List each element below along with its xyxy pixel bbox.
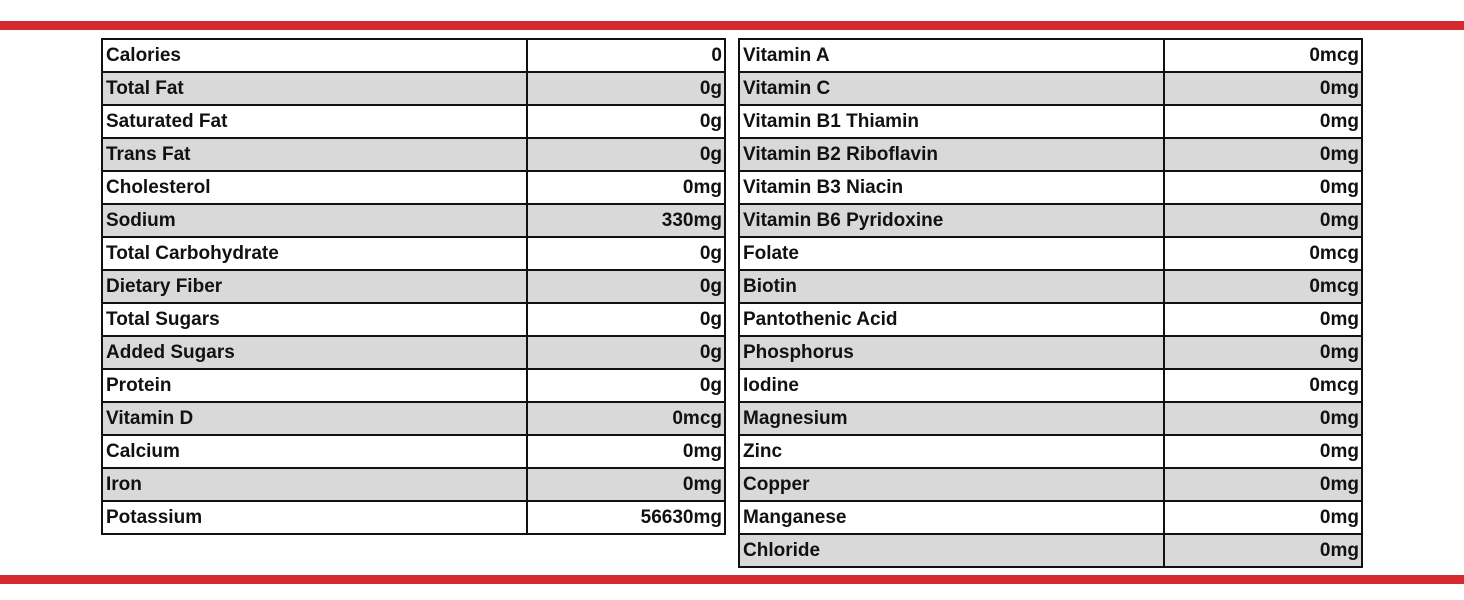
- nutrient-name: Potassium: [102, 501, 527, 534]
- nutrient-row: [102, 171, 725, 204]
- nutrient-amount: 0mg: [1164, 501, 1362, 534]
- nutrient-amount: 0mcg: [527, 402, 725, 435]
- top-accent-rule: [0, 21, 1464, 30]
- nutrient-name: Calories: [102, 39, 527, 72]
- nutrient-row: [102, 336, 725, 369]
- nutrient-name: Phosphorus: [739, 336, 1164, 369]
- bottom-accent-rule: [0, 575, 1464, 584]
- nutrients-table-left-body: [102, 39, 725, 534]
- nutrient-row: [739, 171, 1362, 204]
- nutrient-amount: 0mcg: [1164, 39, 1362, 72]
- nutrient-row: [102, 402, 725, 435]
- nutrients-table-right: [738, 38, 1363, 568]
- nutrient-name: Pantothenic Acid: [739, 303, 1164, 336]
- nutrient-row: [739, 501, 1362, 534]
- nutrient-amount: 0mg: [1164, 138, 1362, 171]
- nutrient-name: Total Sugars: [102, 303, 527, 336]
- nutrient-amount: 0mg: [527, 171, 725, 204]
- nutrient-name: Cholesterol: [102, 171, 527, 204]
- nutrient-name: Folate: [739, 237, 1164, 270]
- nutrient-row: [739, 435, 1362, 468]
- nutrient-row: [102, 237, 725, 270]
- nutrient-amount: 0: [527, 39, 725, 72]
- nutrients-table-right-body: [739, 39, 1362, 567]
- nutrient-name: Vitamin D: [102, 402, 527, 435]
- nutrient-name: Saturated Fat: [102, 105, 527, 138]
- nutrient-amount: 0mcg: [1164, 369, 1362, 402]
- nutrient-amount: 0g: [527, 72, 725, 105]
- nutrient-name: Vitamin B2 Riboflavin: [739, 138, 1164, 171]
- nutrient-amount: 0mcg: [1164, 237, 1362, 270]
- nutrient-row: [102, 204, 725, 237]
- nutrient-name: Vitamin B3 Niacin: [739, 171, 1164, 204]
- nutrient-name: Vitamin A: [739, 39, 1164, 72]
- nutrient-name: Sodium: [102, 204, 527, 237]
- nutrient-row: [739, 402, 1362, 435]
- nutrient-row: [739, 468, 1362, 501]
- nutrient-amount: 0mg: [1164, 336, 1362, 369]
- nutrient-row: [102, 435, 725, 468]
- nutrient-name: Zinc: [739, 435, 1164, 468]
- nutrient-name: Vitamin C: [739, 72, 1164, 105]
- nutrient-name: Magnesium: [739, 402, 1164, 435]
- nutrient-name: Manganese: [739, 501, 1164, 534]
- nutrient-row: [102, 369, 725, 402]
- nutrient-name: Protein: [102, 369, 527, 402]
- nutrient-amount: 0g: [527, 237, 725, 270]
- nutrient-name: Copper: [739, 468, 1164, 501]
- nutrients-table-left: [101, 38, 726, 535]
- nutrient-name: Calcium: [102, 435, 527, 468]
- nutrient-name: Added Sugars: [102, 336, 527, 369]
- nutrient-name: Total Fat: [102, 72, 527, 105]
- nutrient-amount: 0mg: [1164, 171, 1362, 204]
- nutrient-row: [739, 105, 1362, 138]
- nutrient-row: [739, 336, 1362, 369]
- nutrient-amount: 0g: [527, 303, 725, 336]
- nutrient-amount: 0mg: [1164, 303, 1362, 336]
- nutrient-amount: 0g: [527, 270, 725, 303]
- nutrient-row: [739, 237, 1362, 270]
- nutrient-amount: 0g: [527, 105, 725, 138]
- nutrient-amount: 330mg: [527, 204, 725, 237]
- nutrient-name: Chloride: [739, 534, 1164, 567]
- nutrient-row: [102, 72, 725, 105]
- nutrient-amount: 0g: [527, 138, 725, 171]
- nutrient-name: Total Carbohydrate: [102, 237, 527, 270]
- nutrient-amount: 0mg: [1164, 204, 1362, 237]
- nutrient-name: Dietary Fiber: [102, 270, 527, 303]
- nutrient-name: Vitamin B6 Pyridoxine: [739, 204, 1164, 237]
- nutrient-amount: 0g: [527, 369, 725, 402]
- nutrient-row: [739, 369, 1362, 402]
- nutrient-row: [739, 534, 1362, 567]
- nutrient-row: [102, 138, 725, 171]
- nutrient-amount: 0mg: [1164, 435, 1362, 468]
- nutrient-amount: 0mg: [1164, 72, 1362, 105]
- nutrient-amount: 0mg: [1164, 468, 1362, 501]
- nutrient-name: Vitamin B1 Thiamin: [739, 105, 1164, 138]
- nutrient-row: [102, 501, 725, 534]
- nutrient-row: [102, 105, 725, 138]
- nutrient-row: [739, 39, 1362, 72]
- nutrient-name: Trans Fat: [102, 138, 527, 171]
- nutrient-row: [739, 72, 1362, 105]
- nutrient-amount: 0mg: [1164, 534, 1362, 567]
- nutrient-row: [102, 270, 725, 303]
- nutrient-name: Iodine: [739, 369, 1164, 402]
- nutrient-row: [739, 204, 1362, 237]
- nutrient-amount: 0mg: [527, 468, 725, 501]
- nutrient-row: [102, 39, 725, 72]
- nutrient-row: [102, 303, 725, 336]
- nutrient-amount: 56630mg: [527, 501, 725, 534]
- nutrient-name: Iron: [102, 468, 527, 501]
- nutrient-name: Biotin: [739, 270, 1164, 303]
- nutrient-amount: 0g: [527, 336, 725, 369]
- nutrient-row: [739, 138, 1362, 171]
- nutrient-row: [102, 468, 725, 501]
- nutrient-amount: 0mg: [1164, 402, 1362, 435]
- nutrient-row: [739, 303, 1362, 336]
- nutrient-row: [739, 270, 1362, 303]
- nutrient-amount: 0mcg: [1164, 270, 1362, 303]
- nutrient-amount: 0mg: [527, 435, 725, 468]
- nutrient-amount: 0mg: [1164, 105, 1362, 138]
